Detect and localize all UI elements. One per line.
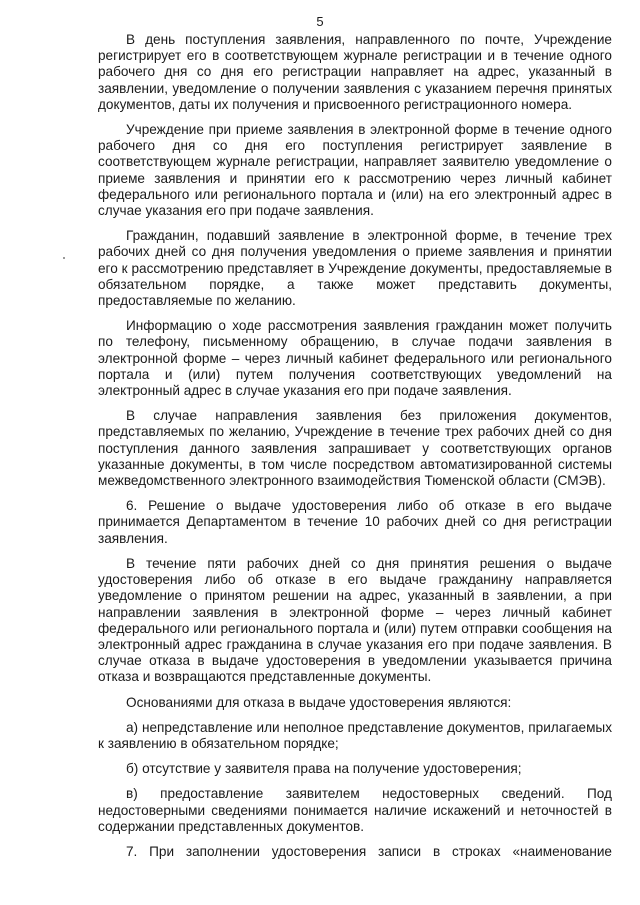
body-text: [98, 32, 612, 869]
paragraph-notification: В течение пяти рабочих дней со дня принятия решения о выдаче удостоверения либо об отказе в его выдаче гражданину направляется уведомление о принятом решении на адрес, указанный в заявлении, а при направлении заявления в электронной форме – через личный кабинет федерального или регионального портала и (или) путем отправки сообщения на электронный адрес гражданина в случае указания его при подаче заявления. В случае отказа в выдаче удостоверения в уведомлении указывается причина отказа и возвращаются представленные документы.: [98, 555, 612, 685]
paragraph-interagency-request: В случае направления заявления без приложения документов, представляемых по желанию, Учреждение в течение трех рабочих дней со дня поступления данного заявления запрашивает у соответствующих органов указанные документы, в том числе посредством автоматизированной системы межведомственного электронного взаимодействия Тюменской области (СМЭВ).: [98, 408, 612, 489]
list-item-v: в) предоставление заявителем недостоверных сведений. Под недостоверными сведениями понимается наличие искажений и неточностей в содержании представленных документов.: [98, 786, 612, 834]
scan-speck: [63, 257, 65, 259]
list-item-b: б) отсутствие у заявителя права на получение удостоверения;: [126, 761, 522, 777]
paragraph-mail-registration: В день поступления заявления, направленного по почте, Учреждение регистрирует его в соответствующем журнале регистрации и в течение одного рабочего дня со дня его регистрации направляет на адрес, указанный в заявлении, уведомление о получении заявления с указанием перечня принятых документов, даты их получения и присвоенного регистрационного номера.: [98, 32, 612, 112]
paragraph-electronic-registration: Учреждение при приеме заявления в электронной форме в течение одного рабочего дня со дня его поступления регистрирует заявление в соответствующем журнале регистрации, направляет заявителю уведомление о приеме заявления и принятии его к рассмотрению через личный кабинет федерального или регионального портала и (или) на его электронный адрес в случае указания его при подаче заявления.: [98, 122, 612, 219]
paragraph-filling-rules: 7. При заполнении удостоверения записи в строках «наименование: [126, 843, 612, 859]
paragraph-decision-term: 6. Решение о выдаче удостоверения либо об отказе в его выдаче принимается Департаментом в течение 10 рабочих дней со дня регистрации заявления.: [98, 498, 612, 546]
paragraph-status-info: Информацию о ходе рассмотрения заявления гражданин может получить по телефону, письменному обращению, в случае подачи заявления в электронной форме – через личный кабинет федерального или регионального портала и (или) путем получения соответствующих уведомлений на электронный адрес в случае указания его при подаче заявления.: [98, 318, 612, 399]
paragraph-citizen-documents: Гражданин, подавший заявление в электронной форме, в течение трех рабочих дней со дня получения уведомления о приеме заявления и принятии его к рассмотрению представляет в Учреждение документы, предоставляемые в обязательном порядке, а также может представить документы, предоставляемые по желанию.: [98, 228, 612, 309]
page-number: 5: [316, 14, 324, 29]
list-item-a: а) непредставление или неполное представление документов, прилагаемых к заявлению в обязательном порядке;: [98, 719, 612, 751]
paragraph-refusal-grounds: Основаниями для отказа в выдаче удостоверения являются:: [126, 694, 512, 710]
